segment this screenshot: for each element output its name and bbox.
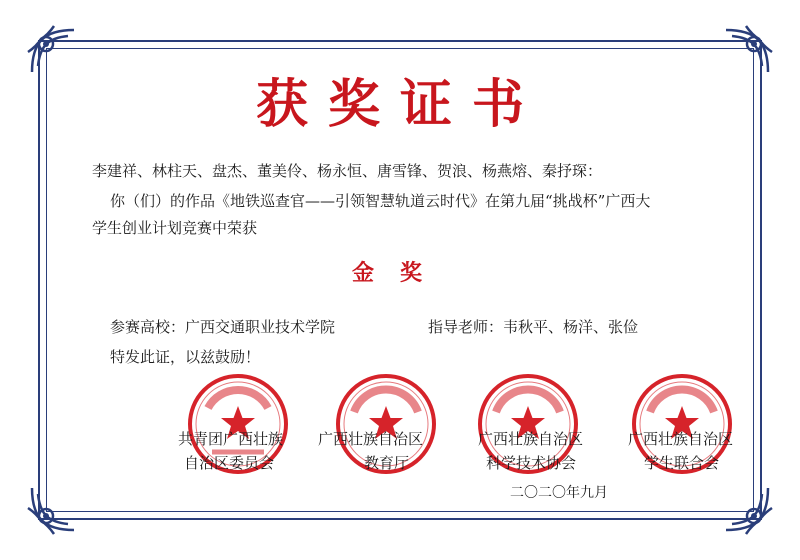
- issuer-3-line1: 广西壮族自治区: [478, 430, 584, 448]
- corner-ornament-icon: [24, 480, 82, 538]
- award-description-line1: 你（们）的作品《地铁巡查官——引领智慧轨道云时代》在第九届“挑战杯”广西大: [110, 192, 651, 210]
- award-level: 金奖: [351, 260, 448, 286]
- recipients-line: 李建祥、林柱天、盘杰、董美伶、杨永恒、唐雪锋、贺浪、杨燕熔、秦抒琛：: [92, 162, 603, 180]
- issuer-4-line1: 广西壮族自治区: [628, 430, 734, 448]
- corner-ornament-icon: [718, 480, 776, 538]
- issuer-1-line2: 自治区委员会: [184, 454, 275, 472]
- issuer-2-line2: 教育厅: [364, 454, 410, 472]
- closing-line: 特发此证，以兹鼓励！: [110, 348, 261, 366]
- certificate-title: 获奖证书: [255, 74, 544, 135]
- advisor-line: 指导老师：韦秋平、杨洋、张俭: [428, 318, 639, 336]
- issuer-1-line1: 共青团广西壮族: [178, 430, 284, 448]
- issue-date: 二〇二〇年九月: [510, 485, 608, 501]
- issuer-2-line1: 广西壮族自治区: [318, 430, 424, 448]
- school-line: 参赛高校：广西交通职业技术学院: [110, 318, 336, 336]
- issuer-4-line2: 学生联合会: [644, 454, 720, 472]
- award-description-line2: 学生创业计划竞赛中荣获: [92, 219, 258, 237]
- issuer-3-line2: 科学技术协会: [486, 454, 577, 472]
